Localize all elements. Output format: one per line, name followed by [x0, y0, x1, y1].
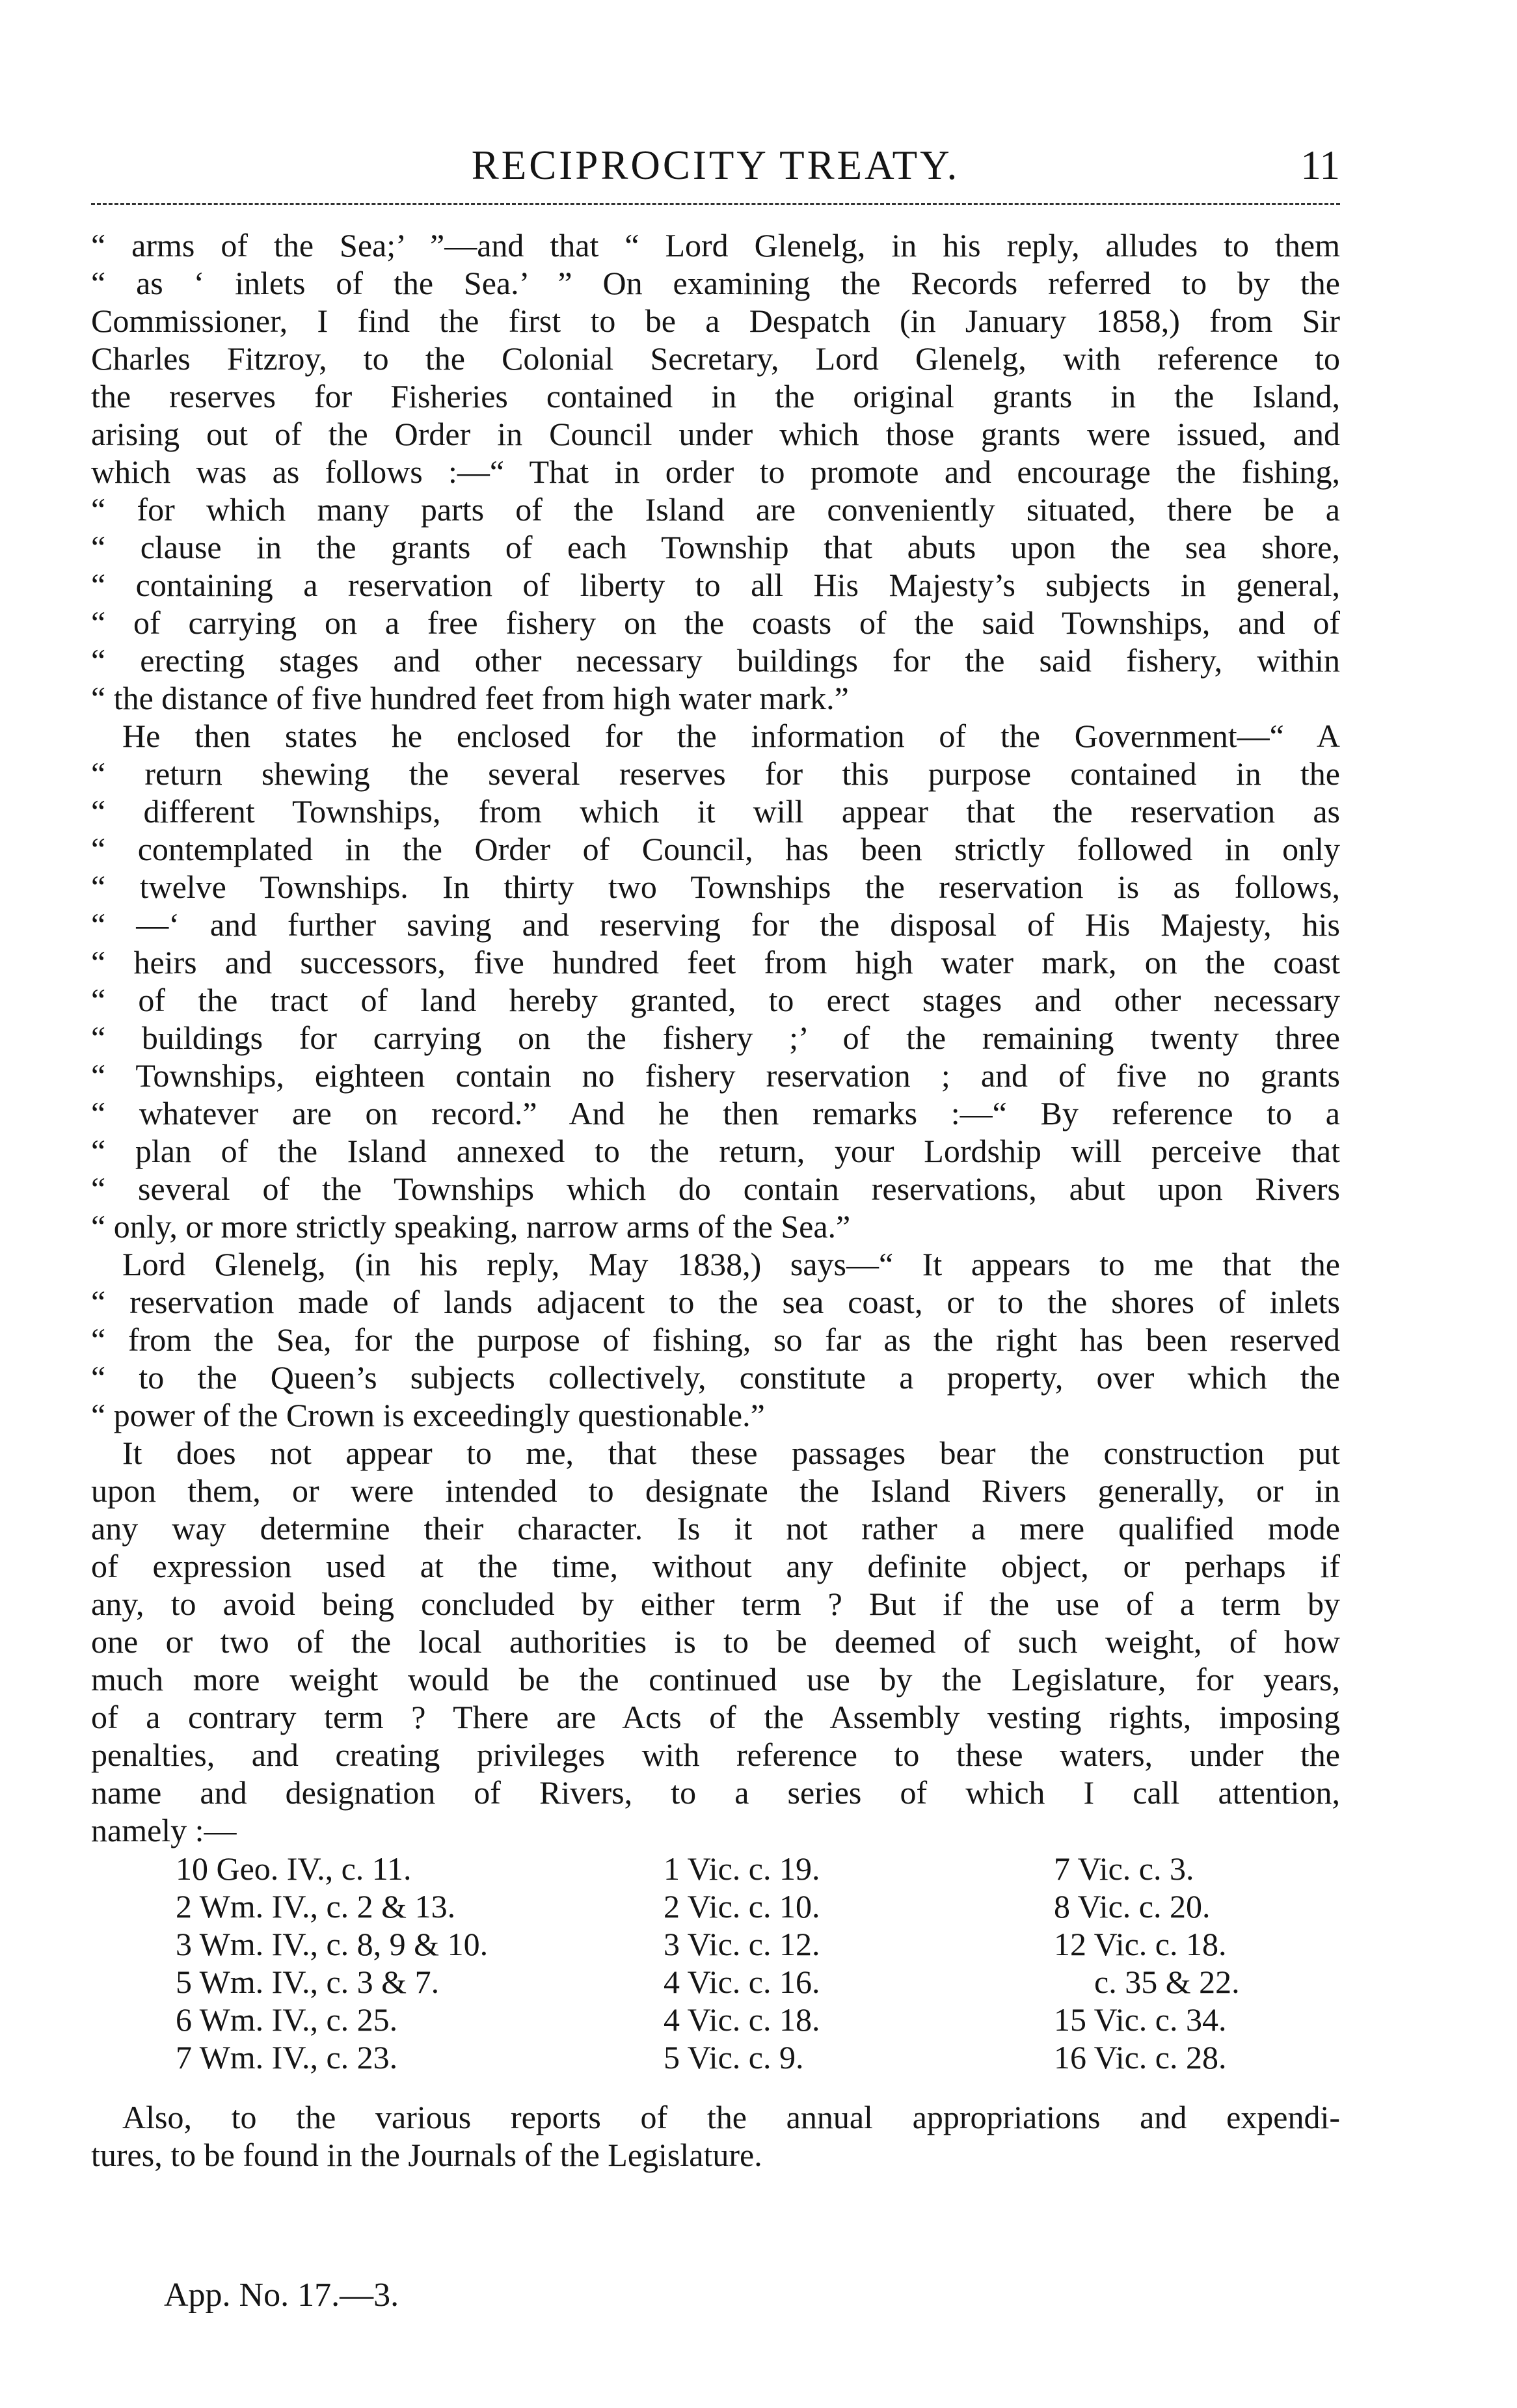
text-line: namely :—: [91, 1812, 237, 1848]
text-line: “ clause in the grants of each Township that abuts upon the sea shore,: [91, 529, 1340, 565]
text-line: “ buildings for carrying on the fishery ;’ of the remaining twenty three: [91, 1020, 1340, 1056]
text-line: upon them, or were intended to designate the Island Rivers generally, or in: [91, 1472, 1340, 1509]
text-line: of a contrary term ? There are Acts of the Assembly vesting rights, imposing: [91, 1699, 1340, 1735]
text-line: Commissioner, I find the first to be a Despatch (in January 1858,) from Sir: [91, 303, 1340, 339]
text-line: of expression used at the time, without any definite object, or perhaps if: [91, 1548, 1340, 1584]
text-line: “ erecting stages and other necessary buildings for the said fishery, within: [91, 642, 1340, 679]
appendix-signature: App. No. 17.—3.: [164, 2277, 399, 2314]
text-line: tures, to be found in the Journals of the Legislature.: [91, 2137, 762, 2173]
text-line: “ only, or more strictly speaking, narrow arms of the Sea.”: [91, 1208, 851, 1245]
text-line: “ Townships, eighteen contain no fishery reservation ; and of five no grants: [91, 1057, 1340, 1094]
act-cell: 5 Wm. IV., c. 3 & 7.: [176, 1964, 440, 2000]
page-number: 11: [1300, 142, 1340, 188]
act-cell: 2 Vic. c. 10.: [664, 1888, 820, 1925]
text-line: “ different Townships, from which it will appear that the reservation as: [91, 793, 1340, 830]
text-line: “ as ‘ inlets of the Sea.’ ” On examining the Records referred to by the: [91, 265, 1340, 301]
act-cell: 2 Wm. IV., c. 2 & 13.: [176, 1888, 456, 1925]
text-line: “ heirs and successors, five hundred feet from high water mark, on the coast: [91, 944, 1340, 981]
acts-row: [91, 1925, 1340, 1963]
act-cell: 1 Vic. c. 19.: [664, 1850, 820, 1887]
text-line: any, to avoid being concluded by either term ? But if the use of a term by: [91, 1586, 1340, 1622]
acts-row: [91, 1850, 1340, 1887]
paragraph-start: Also, to the various reports of the annual appropriations and expendi-: [122, 2099, 1340, 2135]
text-line: “ return shewing the several reserves for this purpose contained in the: [91, 755, 1340, 792]
acts-row: [91, 1963, 1340, 2001]
text-line: “ several of the Townships which do contain reservations, abut upon Rivers: [91, 1170, 1340, 1207]
text-line: “ arms of the Sea;’ ”—and that “ Lord Glenelg, in his reply, alludes to them: [91, 227, 1340, 264]
text-line: “ to the Queen’s subjects collectively, constitute a property, over which the: [91, 1359, 1340, 1396]
act-cell: 16 Vic. c. 28.: [1054, 2039, 1227, 2076]
act-cell: 10 Geo. IV., c. 11.: [176, 1850, 412, 1887]
text-line: any way determine their character. Is it not rather a mere qualified mode: [91, 1510, 1340, 1547]
closing-paragraph: [91, 2098, 1340, 2174]
text-line: Charles Fitzroy, to the Colonial Secretary, Lord Glenelg, with reference to: [91, 340, 1340, 377]
act-cell: 5 Vic. c. 9.: [664, 2039, 804, 2076]
text-line: name and designation of Rivers, to a series of which I call attention,: [91, 1774, 1340, 1811]
text-line: “ containing a reservation of liberty to all His Majesty’s subjects in general,: [91, 567, 1340, 603]
act-cell: 3 Vic. c. 12.: [664, 1926, 820, 1962]
act-cell: 4 Vic. c. 18.: [664, 2001, 820, 2038]
act-cell: 7 Vic. c. 3.: [1054, 1850, 1194, 1887]
act-cell: 15 Vic. c. 34.: [1054, 2001, 1227, 2038]
act-cell: c. 35 & 22.: [1094, 1964, 1240, 2000]
text-line: “ from the Sea, for the purpose of fishing, so far as the right has been reserved: [91, 1321, 1340, 1358]
text-line: “ contemplated in the Order of Council, has been strictly followed in only: [91, 831, 1340, 867]
acts-row: [91, 1887, 1340, 1925]
text-line: “ reservation made of lands adjacent to the sea coast, or to the shores of inlets: [91, 1284, 1340, 1320]
acts-table: [91, 1850, 1340, 2076]
text-line: “ —‘ and further saving and reserving for the disposal of His Majesty, his: [91, 906, 1340, 943]
text-line: “ of carrying on a free fishery on the coasts of the said Townships, and of: [91, 604, 1340, 641]
acts-row: [91, 2001, 1340, 2038]
text-line: the reserves for Fisheries contained in the original grants in the Island,: [91, 378, 1340, 414]
text-line: “ for which many parts of the Island are conveniently situated, there be a: [91, 491, 1340, 528]
text-line: “ plan of the Island annexed to the return, your Lordship will perceive that: [91, 1133, 1340, 1169]
paragraph-start: He then states he enclosed for the information of the Government—“ A: [122, 718, 1340, 754]
paragraph-start: Lord Glenelg, (in his reply, May 1838,) says—“ It appears to me that the: [122, 1246, 1340, 1282]
act-cell: 7 Wm. IV., c. 23.: [176, 2039, 398, 2076]
text-line: one or two of the local authorities is to be deemed of such weight, of how: [91, 1623, 1340, 1660]
act-cell: 3 Wm. IV., c. 8, 9 & 10.: [176, 1926, 489, 1962]
page-title: RECIPROCITY TREATY.: [471, 142, 960, 188]
text-line: “ power of the Crown is exceedingly questionable.”: [91, 1397, 765, 1433]
running-header: [91, 142, 1340, 194]
text-line: which was as follows :—“ That in order to promote and encourage the fishing,: [91, 453, 1340, 490]
text-line: “ whatever are on record.” And he then remarks :—“ By reference to a: [91, 1095, 1340, 1131]
body-text: [91, 226, 1340, 1849]
act-cell: 8 Vic. c. 20.: [1054, 1888, 1211, 1925]
text-line: penalties, and creating privileges with reference to these waters, under the: [91, 1737, 1340, 1773]
header-rule: [91, 203, 1340, 205]
text-line: “ twelve Townships. In thirty two Townships the reservation is as follows,: [91, 869, 1340, 905]
acts-row: [91, 2038, 1340, 2076]
paragraph-start: It does not appear to me, that these passages bear the construction put: [122, 1435, 1340, 1471]
act-cell: 12 Vic. c. 18.: [1054, 1926, 1227, 1962]
text-line: much more weight would be the continued use by the Legislature, for years,: [91, 1661, 1340, 1698]
act-cell: 6 Wm. IV., c. 25.: [176, 2001, 398, 2038]
text-line: “ of the tract of land hereby granted, to erect stages and other necessary: [91, 982, 1340, 1018]
text-line: “ the distance of five hundred feet from high water mark.”: [91, 680, 849, 716]
text-line: arising out of the Order in Council under which those grants were issued, and: [91, 416, 1340, 452]
act-cell: 4 Vic. c. 16.: [664, 1964, 820, 2000]
